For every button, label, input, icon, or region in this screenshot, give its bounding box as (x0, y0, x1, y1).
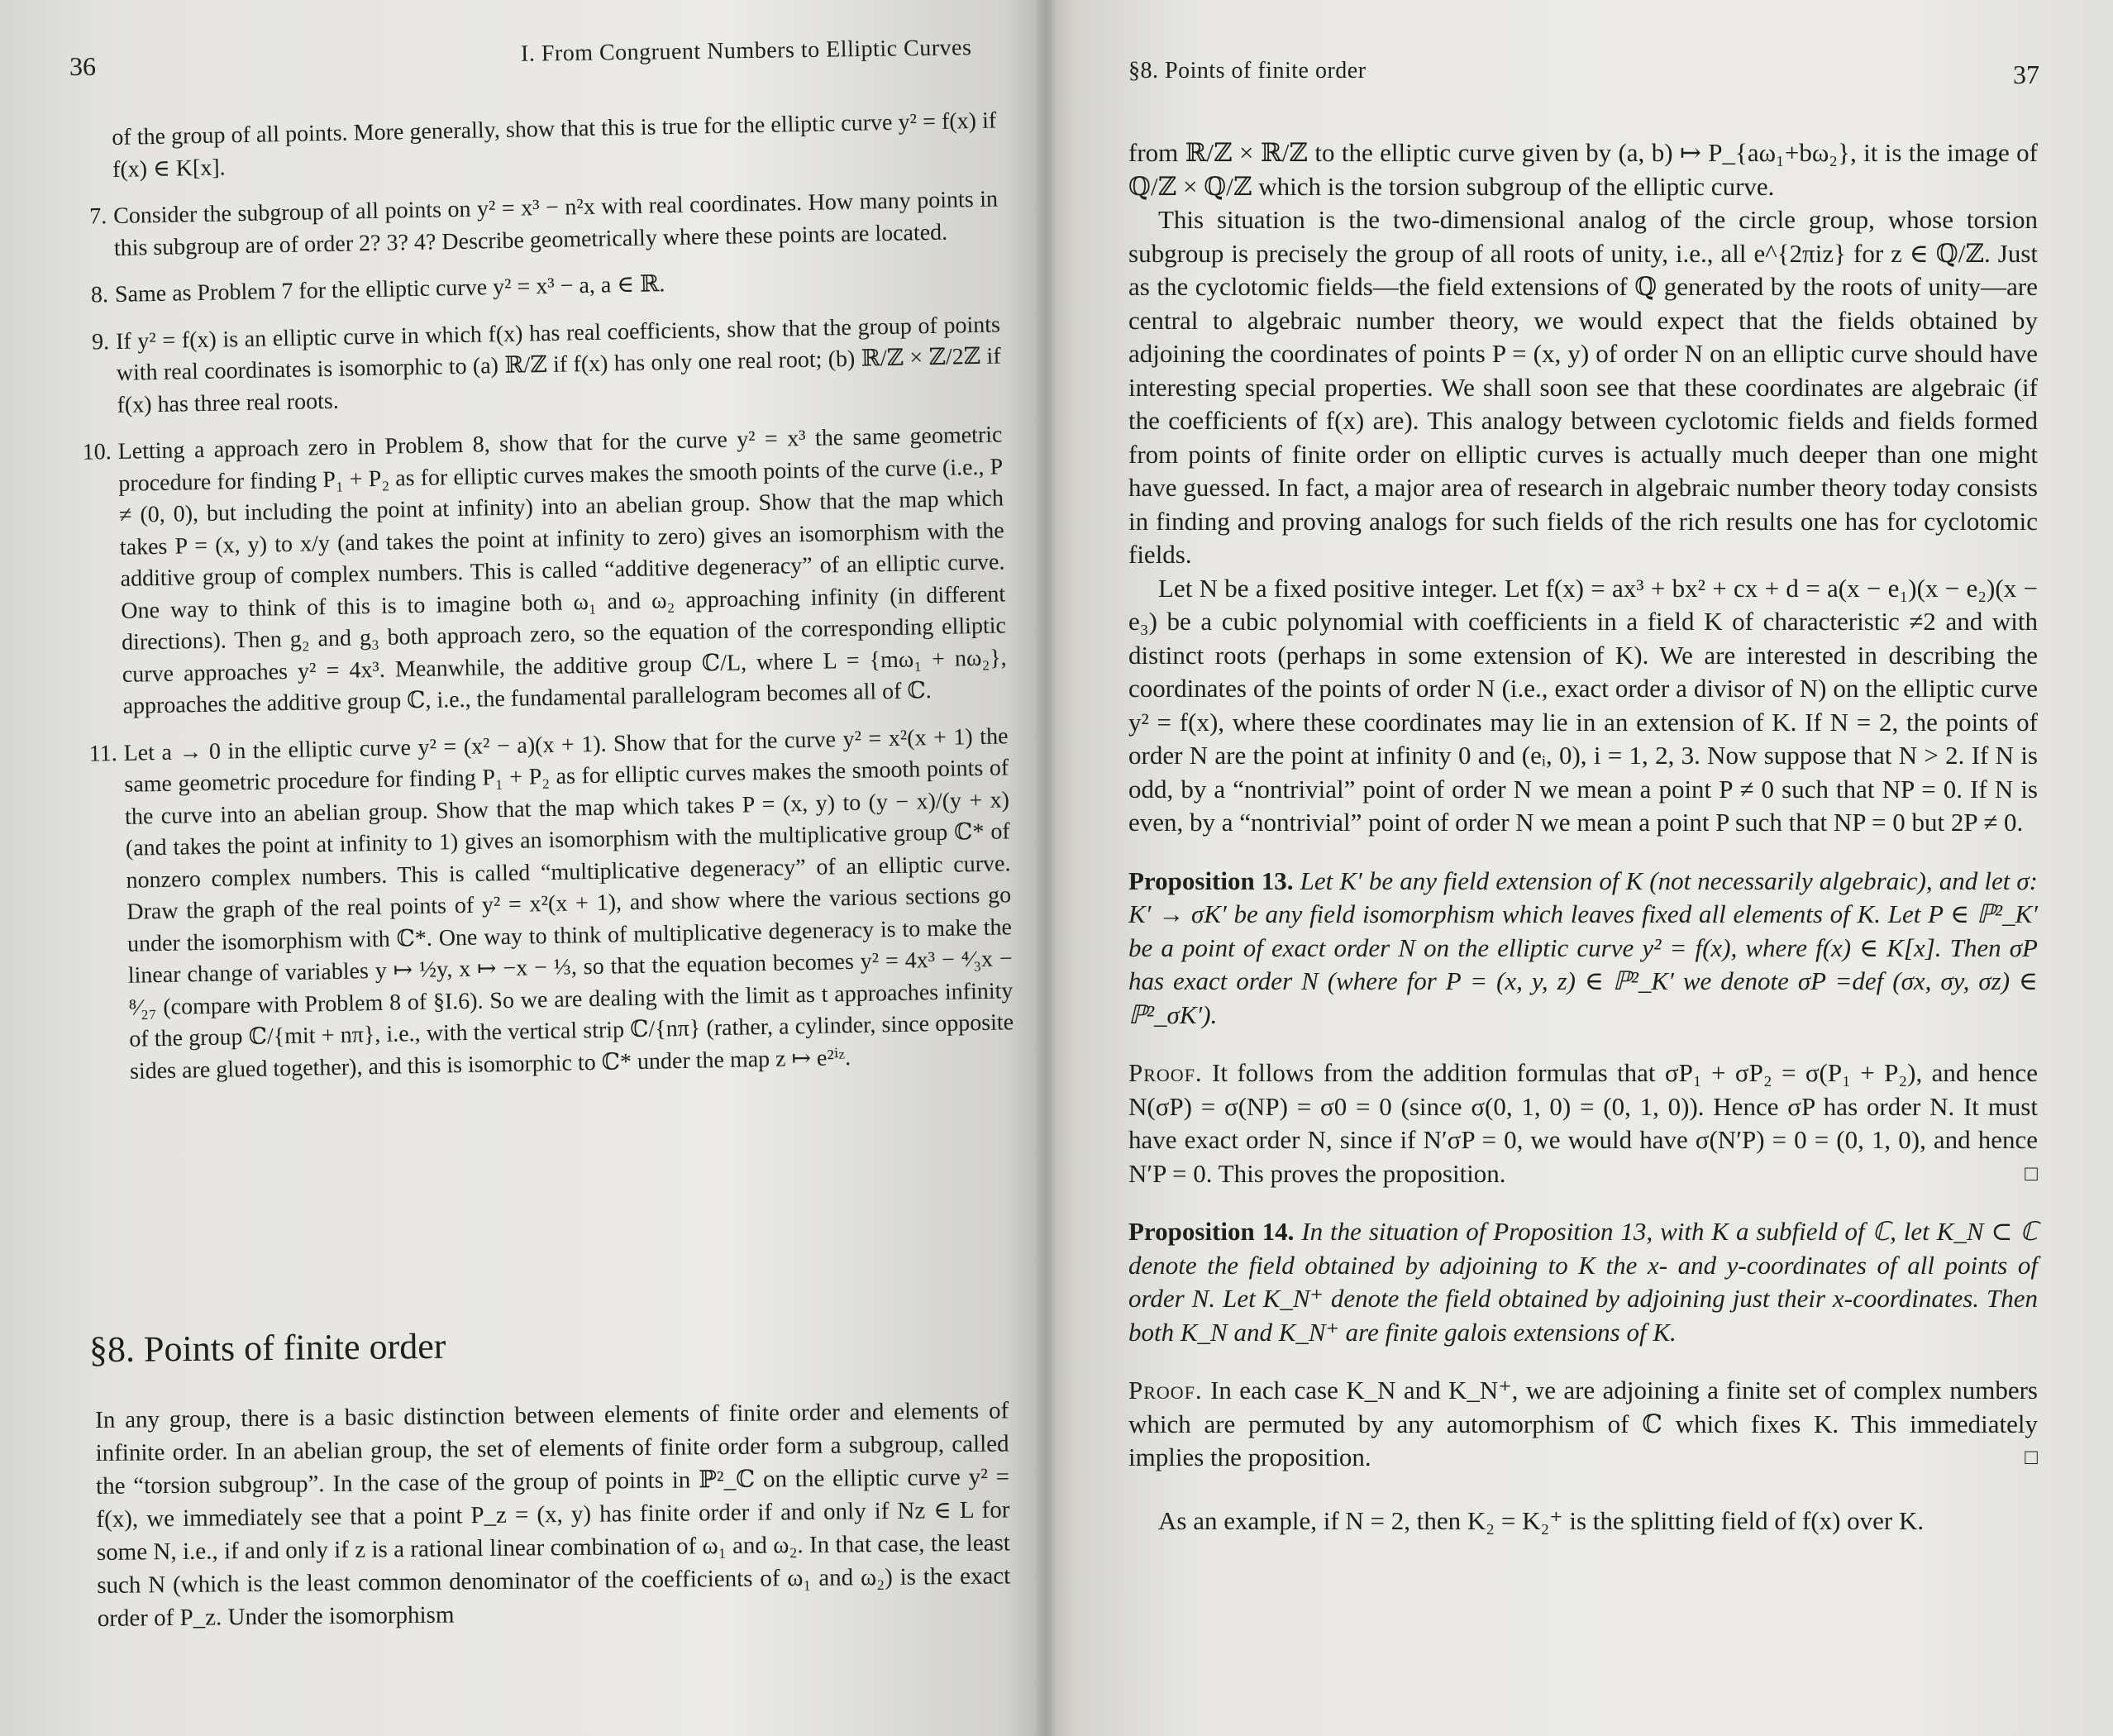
proposition-statement: Let K′ be any field extension of K (not necessarily algebraic), and let σ: K′ → σK′ be any field isomorphism which leaves fixed all elements of K. Let P ∈ ℙ²_K′ be a point of exact order N on the elliptic curve y² = f(x), where f(x) ∈ K[x]. Then σP has exact order N (where for P = (x, y, z) ∈ ℙ²_K′ we denote σP =def (σx, σy, σz) ∈ ℙ²_σK′). (1128, 866, 2039, 1029)
paragraph-torsion-image: from ℝ/ℤ × ℝ/ℤ to the elliptic curve given by (a, b) ↦ P_{aω₁+bω₂}, it is the image of ℚ/ℤ × ℚ/ℤ which is the torsion subgroup of the elliptic curve. (1128, 138, 2038, 201)
problem-number: 9. (91, 328, 110, 355)
paragraph-order-n-points: Let N be a fixed positive integer. Let f(x) = ax³ + bx² + cx + d = a(x − e₁)(x − e₂)(x − e₃) be a cubic polynomial with coefficients in a field K of characteristic ≠2 and with distinct roots (perhaps in some extension of K). We are interested in describing the coordinates of the points of order N (i.e., exact order a divisor of N) on the elliptic curve y² = f(x), where these coordinates may lie in an extension of K. If N = 2, the points of order N are the point at infinity 0 and (eᵢ, 0), i = 1, 2, 3. Now suppose that N > 2. If N is odd, by a “nontrivial” point of order N we mean a point P ≠ 0 such that NP = 0. If N is even, by a “nontrivial” point of order N we mean a point P such that NP = 0 but 2P ≠ 0. (1128, 573, 2038, 837)
problem-number: 7. (88, 203, 107, 230)
book-gutter (1033, 0, 1058, 1736)
running-head-left: I. From Congruent Numbers to Elliptic Curves (520, 35, 972, 67)
left-page (0, 0, 1046, 1736)
qed-square-icon: □ (2025, 1445, 2038, 1469)
problem-8 (90, 262, 1000, 311)
proof-label: Proof. (1128, 1058, 1203, 1087)
problem-9 (91, 309, 1002, 422)
running-head-right: §8. Points of finite order (1128, 58, 1367, 83)
paragraph-cyclotomic-analog: This situation is the two-dimensional analog of the circle group, whose torsion subgroup is precisely the group of all roots of unity, i.e., all e^{2πiz} for z ∈ ℚ/ℤ. Just as the cyclotomic fields—the field extensions of ℚ generated by the roots of unity—are central to algebraic number theory, we would expect that the fields obtained by adjoining the coordinates of points P = (x, y) of order N on an elliptic curve should have interesting special properties. We shall soon see that these coordinates are algebraic (if the coefficients of f(x) are). This analogy between cyclotomic fields and fields formed from points of finite order on elliptic curves is actually much deeper than one might have guessed. In fact, a major area of research in algebraic number theory today consists in finding and proving analogs for such fields of the rich results one has for cyclotomic fields. (1128, 205, 2038, 569)
problem-text: Let a → 0 in the elliptic curve y² = (x² − a)(x + 1). Show that for the curve y² = x²(x + 1) the same geometric procedure for finding P₁ + P₂ as for elliptic curves makes the smooth points of the curve into an abelian group. Show that the map which takes P = (x, y) to (y − x)/(y + x) (and takes the point at infinity to 1) gives an isomorphism with the multiplicative group ℂ* of nonzero complex numbers. This is called “multiplicative degeneracy” of an elliptic curve. Draw the graph of the real points of y² = x²(x + 1), and show where the various sections go under the isomorphism with ℂ*. One way to think of multiplicative degeneracy is to make the linear change of variables y ↦ ½y, x ↦ −x − ⅓, so that the equation becomes y² = 4x³ − ⁴⁄₃x − ⁸⁄₂₇ (compare with Problem 8 of §I.6). So we are dealing with the limit as t approaches infinity of the group ℂ/{mit + nπ}, i.e., with the vertical strip ℂ/{nπ} (rather, a cylinder, since opposite sides are glued together), and this is isomorphic to ℂ* under the map z ↦ e²ⁱᶻ. (123, 723, 1014, 1085)
proof-14 (1128, 1374, 2038, 1475)
proof-text: In each case K_N and K_N⁺, we are adjoining a finite set of complex numbers which are permuted by any automorphism of ℂ which fixes K. This immediately implies the proposition. (1128, 1376, 2038, 1471)
exercise-list (82, 105, 1015, 1102)
problem-10 (82, 419, 1007, 723)
problem-number: 10. (82, 439, 112, 465)
right-body (1128, 136, 2038, 1538)
problem-text: Letting a approach zero in Problem 8, show that for the curve y² = x³ the same geometric procedure for finding P₁ + P₂ as for elliptic curves makes the smooth points of the curve (i.e., P ≠ (0, 0), but including the point at infinity) into an abelian group. Show that the map which takes P = (x, y) to x/y (and takes the point at infinity to zero) gives an isomorphism with the additive group of complex numbers. This is called “additive degeneracy” of an elliptic curve. One way to think of this is to imagine both ω₁ and ω₂ approaching infinity (in different directions). Then g₂ and g₃ both approach zero, so the equation of the corresponding elliptic curve approaches y² = 4x³. Meanwhile, the additive group ℂ/L, where L = {mω₁ + nω₂}, approaches the additive group ℂ, i.e., the fundamental parallelogram becomes all of ℂ. (117, 422, 1007, 719)
proposition-13 (1128, 865, 2038, 1033)
example-paragraph: As an example, if N = 2, then K₂ = K₂⁺ is the splitting field of f(x) over K. (1158, 1505, 1925, 1535)
proposition-14 (1128, 1215, 2038, 1349)
problem-text: Consider the subgroup of all points on y² = x³ − n²x with real coordinates. How many points in this subgroup are of order 2? 3? 4? Describe geometrically where these points are located. (112, 186, 999, 261)
proposition-statement: In the situation of Proposition 13, with K a subfield of ℂ, let K_N ⊂ ℂ denote the field obtained by adjoining to K the x- and y-coordinates of all points of order N. Let K_N⁺ denote the field obtained by adjoining just their x-coordinates. Then both K_N and K_N⁺ are finite galois extensions of K. (1128, 1217, 2038, 1347)
qed-square-icon: □ (2025, 1161, 2038, 1185)
proposition-title: Proposition 14. (1128, 1217, 1295, 1246)
proposition-title: Proposition 13. (1128, 866, 1294, 895)
problem-text: If y² = f(x) is an elliptic curve in which f(x) has real coefficients, show that the group of points with real coordinates is isomorphic to (a) ℝ/ℤ if f(x) has only one real root; (b) ℝ/ℤ × ℤ/2ℤ if f(x) has three real roots. (115, 311, 1001, 418)
problem-number: 11. (88, 740, 117, 767)
exercise-continuation: of the group of all points. More generally, show that this is true for the elliptic curve y² = f(x) if f(x) ∈ K[x]. (112, 107, 997, 183)
problem-number: 8. (90, 282, 109, 308)
page-number-right: 37 (2013, 60, 2039, 89)
problem-7 (88, 184, 999, 265)
proof-text: It follows from the addition formulas that σP₁ + σP₂ = σ(P₁ + P₂), and hence N(σP) = σ(NP) = σ0 = 0 (since σ(0, 1, 0) = (0, 1, 0)). Hence σP has order N. It must have exact order N, since if N′σP = 0, we would have σ(N′P) = 0 = (0, 1, 0), and hence N′P = 0. This proves the proposition. (1128, 1058, 2038, 1188)
proof-13 (1128, 1056, 2038, 1190)
problem-11 (88, 721, 1014, 1088)
proof-label: Proof. (1128, 1376, 1203, 1405)
page-number-left: 36 (69, 51, 96, 81)
right-page (1046, 0, 2113, 1736)
section-intro-paragraph: In any group, there is a basic distinction between elements of finite order and elements of infinite order. In an abelian group, the set of elements of finite order form a subgroup, called the “torsion subgroup”. In the case of the group of points in ℙ²_ℂ on the elliptic curve y² = f(x), we immediately see that a point P_z = (x, y) has finite order if and only if Nz ∈ L for some N, i.e., if and only if z is a rational linear combination of ω₁ and ω₂. In that case, the least such N (which is the least common denominator of the coefficients of ω₁ and ω₂) is the exact order of P_z. Under the isomorphism (95, 1397, 1011, 1632)
problem-text: Same as Problem 7 for the elliptic curve y² = x³ − a, a ∈ ℝ. (114, 271, 665, 308)
section-heading: §8. Points of finite order (88, 1325, 446, 1371)
